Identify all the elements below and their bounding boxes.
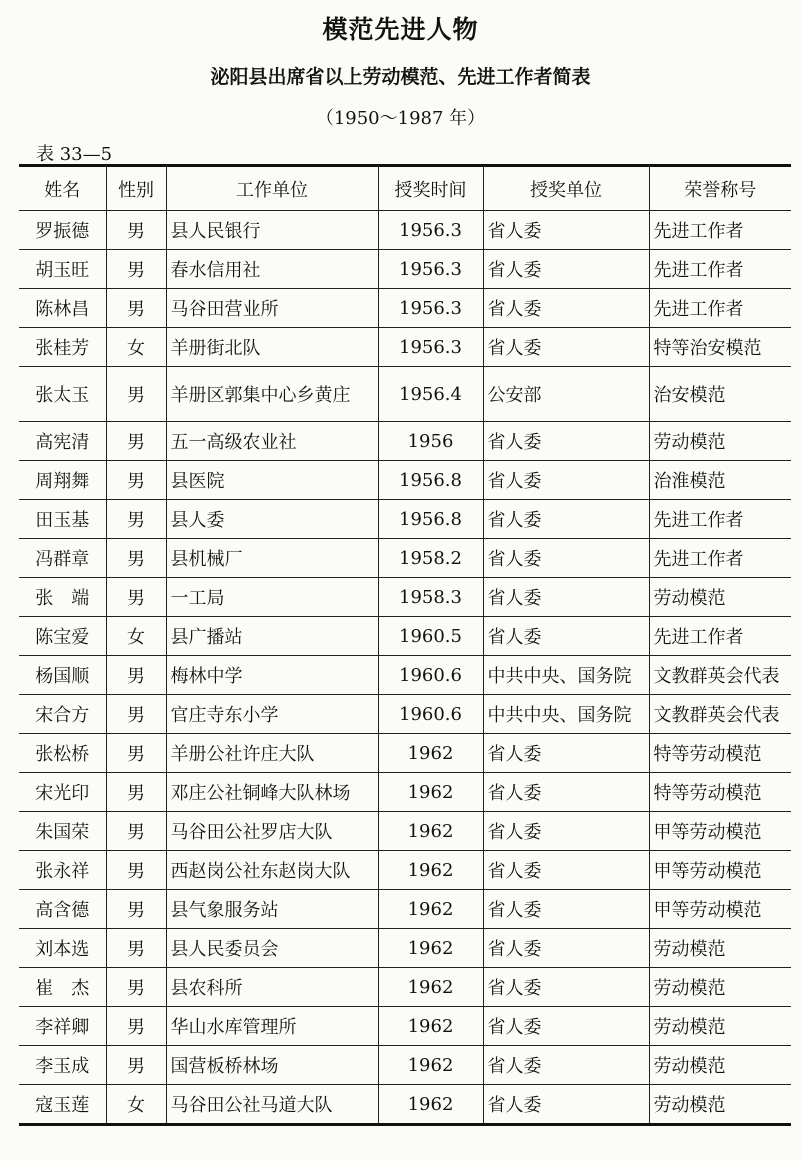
cell-sex: 女 [106,1085,166,1125]
cell-award-time: 1956.3 [378,328,483,367]
cell-name: 田玉基 [19,500,106,539]
cell-award-time: 1956.4 [378,367,483,422]
table-row [19,1046,791,1085]
honors-table [19,164,791,1126]
table-body [19,211,791,1125]
cell-award-time: 1960.6 [378,656,483,695]
cell-award-time: 1956.3 [378,250,483,289]
cell-work-unit: 五一高级农业社 [166,422,378,461]
cell-sex: 女 [106,617,166,656]
cell-work-unit: 一工局 [166,578,378,617]
cell-work-unit: 邓庄公社铜峰大队林场 [166,773,378,812]
table-row [19,289,791,328]
cell-name: 寇玉莲 [19,1085,106,1125]
cell-honor-title: 先进工作者 [649,211,791,250]
cell-name: 高宪清 [19,422,106,461]
table-row [19,890,791,929]
cell-work-unit: 县气象服务站 [166,890,378,929]
cell-award-time: 1956.3 [378,211,483,250]
cell-award-time: 1958.2 [378,539,483,578]
table-row [19,734,791,773]
cell-honor-title: 先进工作者 [649,617,791,656]
cell-award-org: 省人委 [483,890,649,929]
cell-honor-title: 劳动模范 [649,1046,791,1085]
table-row [19,539,791,578]
table-row [19,422,791,461]
cell-honor-title: 甲等劳动模范 [649,890,791,929]
cell-sex: 男 [106,1046,166,1085]
cell-sex: 男 [106,656,166,695]
cell-name: 李玉成 [19,1046,106,1085]
cell-name: 张桂芳 [19,328,106,367]
cell-award-time: 1956.8 [378,461,483,500]
cell-name: 周翔舞 [19,461,106,500]
cell-name: 胡玉旺 [19,250,106,289]
cell-honor-title: 特等劳动模范 [649,734,791,773]
cell-honor-title: 治淮模范 [649,461,791,500]
cell-award-org: 省人委 [483,929,649,968]
cell-award-time: 1960.6 [378,695,483,734]
cell-award-org: 中共中央、国务院 [483,656,649,695]
cell-honor-title: 文教群英会代表 [649,656,791,695]
cell-sex: 男 [106,890,166,929]
cell-award-org: 省人委 [483,851,649,890]
cell-sex: 女 [106,328,166,367]
cell-award-org: 省人委 [483,539,649,578]
cell-award-org: 省人委 [483,211,649,250]
cell-award-org: 省人委 [483,250,649,289]
cell-award-org: 省人委 [483,422,649,461]
table-row [19,211,791,250]
cell-honor-title: 治安模范 [649,367,791,422]
cell-award-time: 1956 [378,422,483,461]
column-header-name: 姓名 [19,166,106,211]
cell-work-unit: 县机械厂 [166,539,378,578]
cell-award-time: 1962 [378,812,483,851]
cell-work-unit: 羊册区郭集中心乡黄庄 [166,367,378,422]
cell-sex: 男 [106,422,166,461]
cell-name: 高含德 [19,890,106,929]
cell-award-time: 1958.3 [378,578,483,617]
cell-sex: 男 [106,250,166,289]
cell-honor-title: 特等治安模范 [649,328,791,367]
cell-award-org: 省人委 [483,773,649,812]
cell-award-org: 省人委 [483,289,649,328]
cell-award-org: 省人委 [483,328,649,367]
cell-name: 杨国顺 [19,656,106,695]
table-row [19,250,791,289]
cell-work-unit: 县人委 [166,500,378,539]
cell-work-unit: 县农科所 [166,968,378,1007]
cell-work-unit: 马谷田营业所 [166,289,378,328]
table-subtitle: 泌阳县出席省以上劳动模范、先进工作者简表 [210,66,591,88]
cell-award-time: 1962 [378,1085,483,1125]
cell-work-unit: 县医院 [166,461,378,500]
cell-name: 宋光印 [19,773,106,812]
cell-honor-title: 先进工作者 [649,539,791,578]
cell-sex: 男 [106,968,166,1007]
cell-name: 陈宝爱 [19,617,106,656]
cell-work-unit: 华山水库管理所 [166,1007,378,1046]
cell-award-time: 1962 [378,734,483,773]
cell-award-org: 省人委 [483,461,649,500]
cell-award-org: 省人委 [483,617,649,656]
table-row [19,461,791,500]
cell-name: 张太玉 [19,367,106,422]
cell-work-unit: 官庄寺东小学 [166,695,378,734]
cell-sex: 男 [106,929,166,968]
cell-honor-title: 劳动模范 [649,1085,791,1125]
cell-award-time: 1960.5 [378,617,483,656]
cell-work-unit: 羊册街北队 [166,328,378,367]
table-row [19,500,791,539]
table-row [19,695,791,734]
table-row [19,367,791,422]
table-row [19,578,791,617]
cell-name: 李祥卿 [19,1007,106,1046]
cell-sex: 男 [106,734,166,773]
cell-work-unit: 县广播站 [166,617,378,656]
cell-award-org: 省人委 [483,1085,649,1125]
cell-award-time: 1962 [378,968,483,1007]
cell-sex: 男 [106,211,166,250]
cell-honor-title: 劳动模范 [649,929,791,968]
table-row [19,656,791,695]
cell-honor-title: 劳动模范 [649,422,791,461]
cell-sex: 男 [106,851,166,890]
table-header-row [19,166,791,211]
cell-name: 张松桥 [19,734,106,773]
cell-honor-title: 先进工作者 [649,500,791,539]
cell-award-time: 1956.8 [378,500,483,539]
column-header-honor-title: 荣誉称号 [649,166,791,211]
cell-name: 罗振德 [19,211,106,250]
table-row [19,851,791,890]
cell-work-unit: 西赵岗公社东赵岗大队 [166,851,378,890]
column-header-award-time: 授奖时间 [378,166,483,211]
cell-work-unit: 马谷田公社罗店大队 [166,812,378,851]
table-row [19,773,791,812]
cell-award-time: 1962 [378,1007,483,1046]
column-header-award-org: 授奖单位 [483,166,649,211]
cell-sex: 男 [106,695,166,734]
cell-honor-title: 劳动模范 [649,968,791,1007]
column-header-sex: 性别 [106,166,166,211]
cell-sex: 男 [106,461,166,500]
table-row [19,812,791,851]
cell-award-org: 省人委 [483,1046,649,1085]
cell-award-org: 省人委 [483,500,649,539]
cell-honor-title: 文教群英会代表 [649,695,791,734]
table-row [19,929,791,968]
cell-sex: 男 [106,1007,166,1046]
cell-name: 张 端 [19,578,106,617]
cell-work-unit: 马谷田公社马道大队 [166,1085,378,1125]
table-row [19,1085,791,1125]
cell-name: 朱国荣 [19,812,106,851]
cell-name: 冯群章 [19,539,106,578]
cell-award-time: 1956.3 [378,289,483,328]
cell-sex: 男 [106,773,166,812]
cell-award-time: 1962 [378,851,483,890]
cell-honor-title: 甲等劳动模范 [649,851,791,890]
cell-award-time: 1962 [378,773,483,812]
cell-work-unit: 县人民委员会 [166,929,378,968]
table-number: 表 33—5 [36,144,113,165]
cell-work-unit: 国营板桥林场 [166,1046,378,1085]
cell-sex: 男 [106,289,166,328]
cell-work-unit: 羊册公社许庄大队 [166,734,378,773]
cell-award-org: 省人委 [483,734,649,773]
cell-work-unit: 春水信用社 [166,250,378,289]
cell-name: 张永祥 [19,851,106,890]
cell-honor-title: 先进工作者 [649,250,791,289]
cell-award-time: 1962 [378,1046,483,1085]
cell-award-org: 省人委 [483,812,649,851]
cell-sex: 男 [106,812,166,851]
cell-honor-title: 甲等劳动模范 [649,812,791,851]
cell-sex: 男 [106,539,166,578]
cell-name: 宋合方 [19,695,106,734]
cell-award-org: 公安部 [483,367,649,422]
table-row [19,968,791,1007]
cell-sex: 男 [106,500,166,539]
cell-name: 陈林昌 [19,289,106,328]
cell-honor-title: 劳动模范 [649,1007,791,1046]
cell-award-org: 省人委 [483,968,649,1007]
cell-name: 刘本选 [19,929,106,968]
cell-name: 崔 杰 [19,968,106,1007]
cell-award-org: 中共中央、国务院 [483,695,649,734]
table-row [19,328,791,367]
cell-award-org: 省人委 [483,578,649,617]
cell-honor-title: 特等劳动模范 [649,773,791,812]
table-row [19,617,791,656]
column-header-work-unit: 工作单位 [166,166,378,211]
page-title: 模范先进人物 [322,15,479,44]
cell-work-unit: 梅林中学 [166,656,378,695]
cell-honor-title: 劳动模范 [649,578,791,617]
cell-award-time: 1962 [378,890,483,929]
cell-work-unit: 县人民银行 [166,211,378,250]
cell-sex: 男 [106,367,166,422]
cell-honor-title: 先进工作者 [649,289,791,328]
cell-sex: 男 [106,578,166,617]
cell-award-time: 1962 [378,929,483,968]
year-range: （1950～1987 年） [315,108,486,129]
cell-award-org: 省人委 [483,1007,649,1046]
table-row [19,1007,791,1046]
